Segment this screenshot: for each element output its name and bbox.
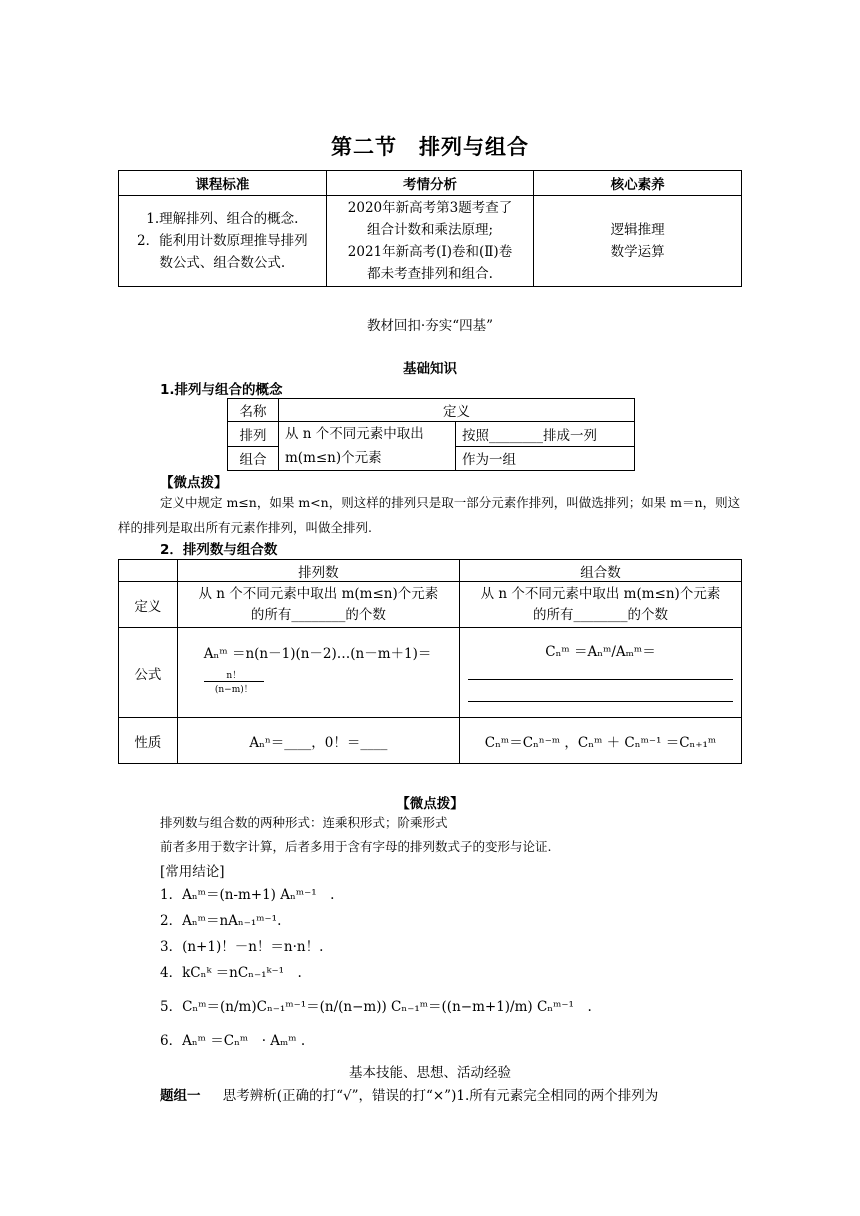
header-combination-number: 组合数 <box>459 560 741 582</box>
tip2-line2: 前者多用于数字计算，后者多用于含有字母的排列数式子的变形与论证. <box>160 839 552 854</box>
basic-knowledge-heading: 基础知识 <box>403 361 457 377</box>
standards-cell: 1.理解排列、组合的概念. 2．能利用计数原理推导排列 数公式、组合数公式. <box>119 196 327 287</box>
row-property: 性质 <box>119 718 178 764</box>
header-permutation-number: 排列数 <box>177 560 459 582</box>
concept-common: 从 n 个不同元素中取出 m(m≤n)个元素 <box>279 422 456 471</box>
combination-property: Cₙᵐ＝Cₙⁿ⁻ᵐ ，Cₙᵐ ＋ Cₙᵐ⁻¹ ＝Cₙ₊₁ᵐ <box>459 718 741 764</box>
header-literacy: 核心素养 <box>534 171 742 196</box>
list-item: 1．Aₙᵐ＝(n-m+1) Aₙᵐ⁻¹ . <box>160 887 335 903</box>
header-def: 定义 <box>279 399 635 422</box>
group-line <box>160 1084 658 1104</box>
header-analysis: 考情分析 <box>326 171 534 196</box>
header-standard: 课程标准 <box>119 171 327 196</box>
conclusions-list <box>160 882 592 1054</box>
tip1-heading: 【微点拨】 <box>160 475 228 491</box>
concept-heading: 1.排列与组合的概念 <box>160 382 283 398</box>
combination-formula: Cₙᵐ ＝Aₙᵐ/Aₘᵐ＝ <box>459 628 741 718</box>
list-item: 4．kCₙᵏ ＝nCₙ₋₁ᵏ⁻¹ . <box>160 965 302 981</box>
permutation-def: 按照________排成一列 <box>456 422 635 447</box>
row-definition: 定义 <box>119 582 178 628</box>
standards-table <box>118 170 742 287</box>
header-name: 名称 <box>228 399 279 422</box>
analysis-cell: 2020年新高考第3题考查了 组合计数和乘法原理; 2021年新高考(Ⅰ)卷和(Ⅱ)卷 都未考查排列和组合. <box>326 196 534 287</box>
numbers-table <box>118 559 742 764</box>
tip1-text: 定义中规定 m≤n，如果 m<n，则这样的排列只是取一部分元素作排列，叫做选排列；如果 m＝n，则这样的排列是取出所有元素作排列，叫做全排列. <box>118 495 741 535</box>
combination-def: 作为一组 <box>456 446 635 471</box>
row-permutation: 排列 <box>228 422 279 447</box>
row-combination: 组合 <box>228 446 279 471</box>
list-item: 6．Aₙᵐ ＝Cₙᵐ · Aₘᵐ . <box>160 1033 306 1049</box>
numbers-heading: 2．排列数与组合数 <box>160 542 278 558</box>
list-item: 3．(n+1)！－n！＝n·n！. <box>160 939 324 955</box>
page-title: 第二节 排列与组合 <box>331 135 529 159</box>
permutation-definition: 从 n 个不同元素中取出 m(m≤n)个元素 的所有________的个数 <box>177 582 459 628</box>
combination-definition: 从 n 个不同元素中取出 m(m≤n)个元素 的所有________的个数 <box>459 582 741 628</box>
concept-table <box>227 398 635 471</box>
row-formula: 公式 <box>119 628 178 718</box>
permutation-formula: Aₙᵐ ＝n(n－1)(n－2)…(n－m＋1)＝ n！ (n−m)！ <box>177 628 459 718</box>
permutation-property: Aₙⁿ＝____，0！＝____ <box>177 718 459 764</box>
group-text: 思考辨析(正确的打“√”，错误的打“×”)1.所有元素完全相同的两个排列为 <box>222 1088 659 1104</box>
literacy-cell: 逻辑推理 数学运算 <box>534 196 742 287</box>
list-item: 2．Aₙᵐ＝nAₙ₋₁ᵐ⁻¹. <box>160 913 282 929</box>
list-item: 5．Cₙᵐ＝(n/m)Cₙ₋₁ᵐ⁻¹＝(n/(n−m)) Cₙ₋₁ᵐ＝((n−m+1)/m) Cₙᵐ⁻¹ . <box>160 999 592 1015</box>
group-label: 题组一 <box>160 1088 201 1104</box>
conclusions-heading: [常用结论] <box>160 864 225 880</box>
tip2-line1: 排列数与组合数的两种形式：连乘积形式；阶乘形式 <box>160 815 448 830</box>
tip2-heading: 【微点拨】 <box>396 796 464 812</box>
section-banner: 教材回扣·夯实“四基” <box>366 318 494 334</box>
skills-heading: 基本技能、思想、活动经验 <box>349 1065 511 1081</box>
